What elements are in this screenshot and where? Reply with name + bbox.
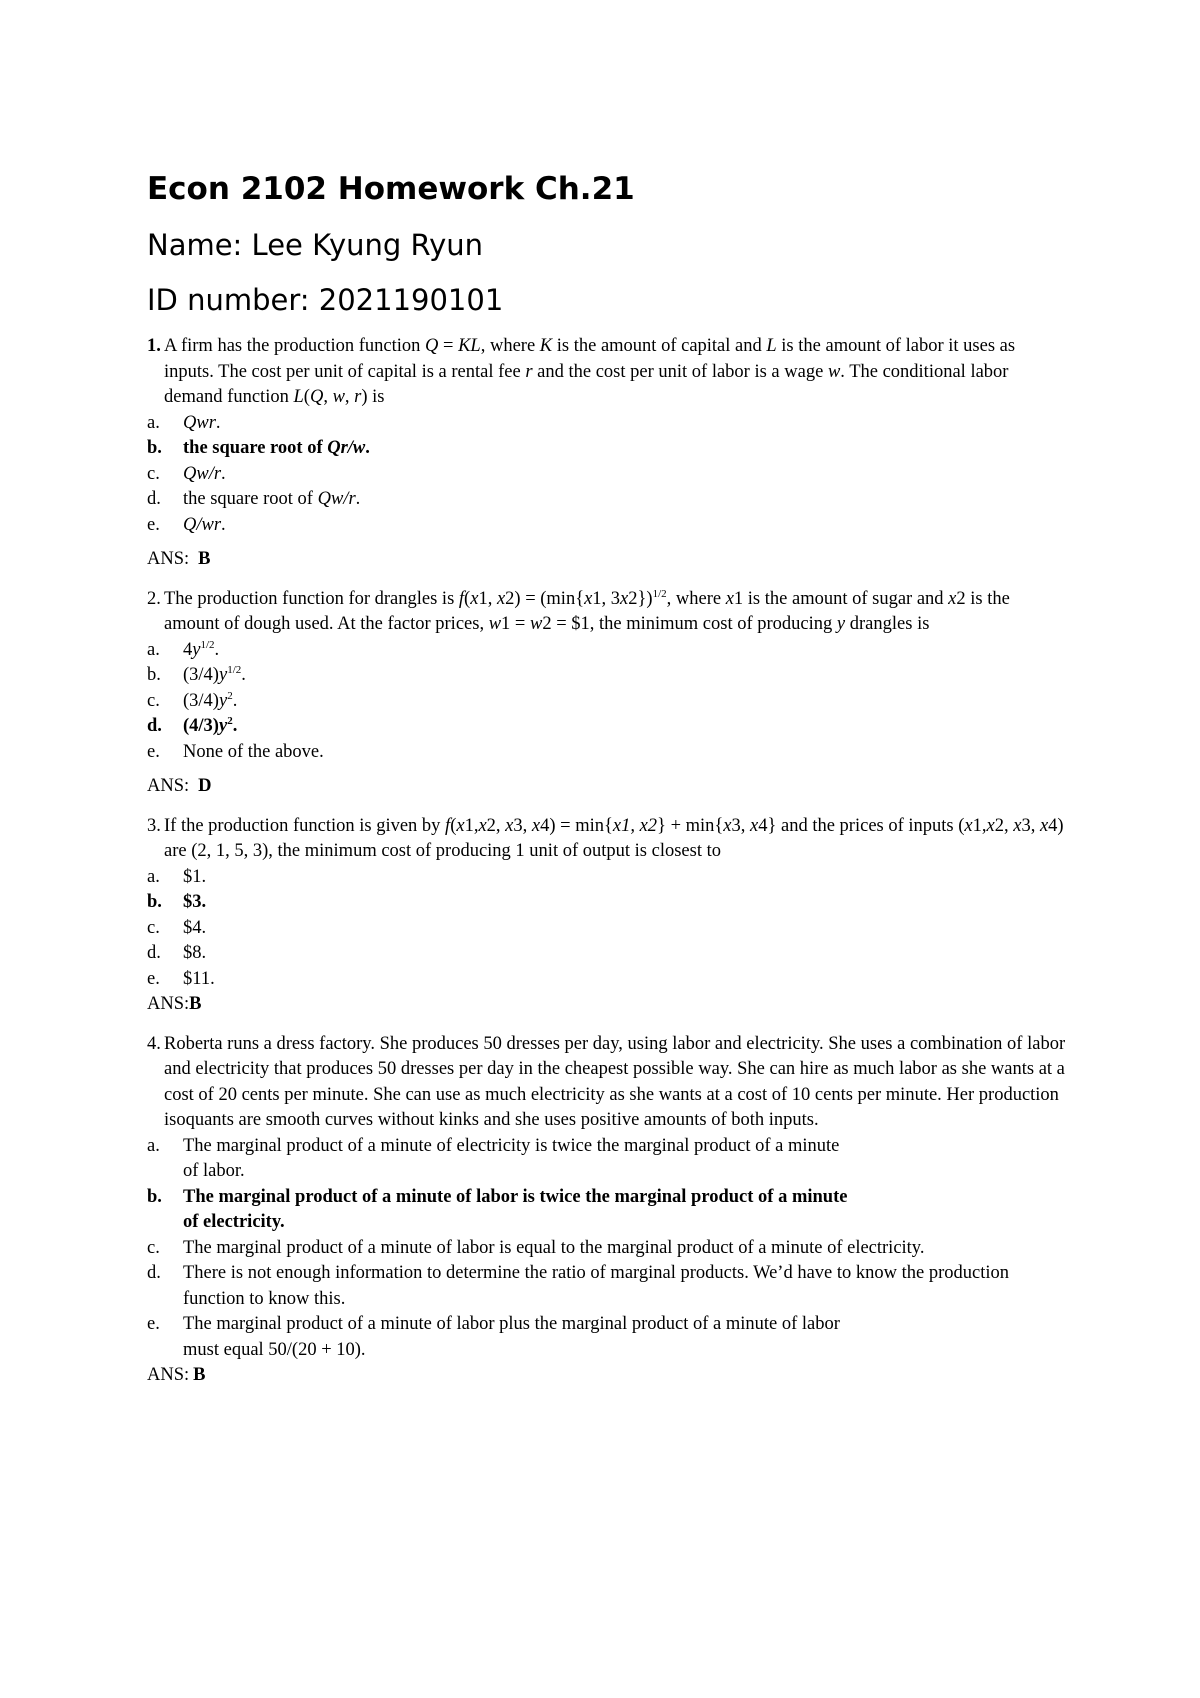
option-c: c. $4.: [147, 917, 207, 938]
answer-line: ANS:B: [147, 994, 202, 1014]
document-content: [147, 168, 1067, 1389]
homework-title: Econ 2102 Homework Ch.21: [147, 171, 635, 207]
question-1-text: 1. A firm has the production function Q = KL, where K is the amount of capital and L is the amount of labor it uses as inputs. The cost per unit of capital is a rental fee r and the cost per unit of labor is a wage w. The conditional labor demand function L(Q, w, r) is: [147, 336, 1016, 407]
option-a: a. $1.: [147, 866, 207, 887]
option-e: e. $11.: [147, 968, 215, 989]
answer-value: B: [198, 549, 211, 569]
question-3-options: [147, 865, 1067, 993]
question-4-text: 4. Roberta runs a dress factory. She produces 50 dresses per day, using labor and electricity. She uses a combination of labor and electricity that produces 50 dresses per day in the cheapest possible way. She can hire as much labor as she wants at a cost of 20 cents per minute. She can use as much electricity as she wants at a cost of 10 cents per minute. Her production isoquants are smooth curves without kinks and she uses positive amounts of both inputs.: [147, 1033, 1066, 1130]
option-d-correct: d. $(4/3)y^2$.: [147, 715, 238, 736]
option-b: b. $(3/4)y^{1/2}$.: [147, 664, 246, 685]
question-4: [147, 1032, 1067, 1389]
answer-line: ANS: D: [147, 776, 212, 796]
option-c: c. $(3/4)y^2$.: [147, 689, 238, 711]
option-e: e. None of the above.: [147, 741, 324, 762]
option-e: e. The marginal product of a minute of labor plus the marginal product of a minute of labor must equal 50/(20 + 10).: [147, 1314, 840, 1360]
question-2: [147, 587, 1067, 800]
option-b-correct: b. The marginal product of a minute of labor is twice the marginal product of a minute of electricity.: [147, 1186, 848, 1232]
question-1: [147, 334, 1067, 573]
student-id: ID number: 2021190101: [147, 283, 504, 317]
option-a: a. Qwr.: [147, 412, 221, 433]
answer-value: B: [193, 1365, 206, 1385]
option-c: c. Qw/r.: [147, 463, 226, 484]
question-2-text: 2. The production function for drangles is f(x1, x2) = (min{x1, 3x2})$^{1/2}$, where x1 is the amount of sugar and x2 is the amount of dough used. At the factor prices, w1 = w2 = $1, the minimum cost of producing y drangles is: [147, 587, 1010, 634]
option-a: a. The marginal product of a minute of electricity is twice the marginal product of a minute of labor.: [147, 1135, 840, 1181]
option-c: c. The marginal product of a minute of labor is equal to the marginal product of a minute of electricity.: [147, 1237, 925, 1258]
question-3: [147, 814, 1067, 1018]
question-3-text: 3. If the production function is given by f(x1,x2, x3, x4) = min{x1, x2} + min{x3, x4} and the prices of inputs (x1,x2, x3, x4) are (2, 1, 5, 3), the minimum cost of producing 1 unit of output is closest to: [147, 815, 1064, 861]
question-number: 3.: [147, 815, 161, 836]
option-d: d. the square root of Qw/r.: [147, 489, 361, 509]
option-d: d. $8.: [147, 943, 207, 963]
option-e: e. Q/wr.: [147, 514, 226, 535]
question-number: 1.: [147, 336, 161, 356]
option-d: d. There is not enough information to determine the ratio of marginal products. We’d have to know the production function to know this.: [147, 1263, 1010, 1309]
student-name: Name: Lee Kyung Ryun: [147, 228, 484, 262]
answer-value: D: [198, 776, 212, 796]
option-b-correct: b. $3.: [147, 892, 207, 912]
question-number: 2.: [147, 588, 161, 609]
question-4-options: [147, 1134, 1067, 1364]
option-a: a. $4y^{1/2}$.: [147, 638, 220, 660]
option-b-correct: b. the square root of Qr/w.: [147, 438, 370, 458]
question-1-options: [147, 411, 1067, 539]
answer-line: ANS: B: [147, 549, 211, 569]
question-number: 4.: [147, 1033, 161, 1054]
answer-value: B: [189, 994, 202, 1014]
answer-line: ANS: B: [147, 1365, 206, 1385]
question-2-options: [147, 638, 1067, 766]
